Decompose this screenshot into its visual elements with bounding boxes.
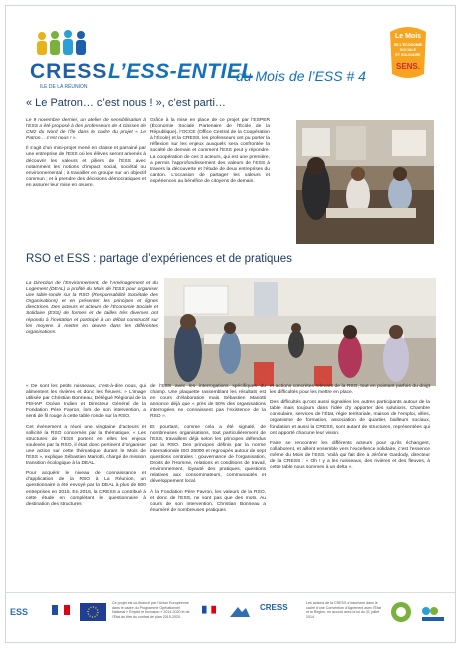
paragraph: À la Fondation Père Favron, les valeurs de la RSO, et donc de l’ESS, ne sont pas que des mots. Au cours de son intervention, Christian Bonneau a énuméré de nombreuses pratiques — [150, 489, 266, 513]
paragraph: de l’ESS avec les interrogations spécifiques du champ. Une plaquette rassemblant les résultats est en cours d’élaboration mais Sébastien Mariotti annonce déjà que « près de 50% des organisations interrogées ne connaissent pas l’existence de la RSO ». — [150, 384, 266, 420]
paragraph: « De sont les petits ruisseaux, c’est-à-dire nous, qui alimentent les rivières et donc les fleuves. » L’image utilisée par Christian Bonneau, Délégué Régional de la FEHAP Océan Indien et Directeur Général de la Fondation Père Favron, lors de son intervention, a senti de fil rouge à cette table ronde sur la RSO. — [26, 384, 146, 420]
footer-cress-logo: CRESS — [260, 603, 288, 612]
article-column — [26, 118, 146, 193]
partner-logo — [420, 603, 446, 623]
paragraph: Le 9 novembre dernier, un atelier de sensibilisation à l’ESS a été proposé à des professeurs de 4 classes de CM2 du Nord de l’île dans le cadre du projet « Le Patron… c’est nous ! ». — [26, 118, 146, 142]
paragraph: et actions concrètes relevant de la RSO, tout en pointant parfois du doigt les difficultés pour les mettre en place. — [270, 384, 430, 396]
paragraph: Et pourtant, comme cela a été signalé, de nombreuses organisations, tout particulièrement de l’ESS, travaillent déjà selon les principes défendus par la RSO. Des principes définis par la norme internationale ISO 26000 et regroupés autour de sept questions centrales : gouvernance de l’organisation, Droits de l’Homme, relations et conditions de travail, environnement, loyauté des pratiques, questions relatives aux consommateurs, communautés et développement local. — [150, 424, 266, 485]
section-heading: RSO et ESS : partage d’expériences et de pratiques — [26, 253, 292, 265]
region-logo — [228, 603, 252, 623]
section-heading: « Le Patron… c’est nous ! », c’est parti… — [26, 97, 226, 109]
agreement-text: Les actions de la CRESS s’inscrivent dans le cadre d’une Convention d’Agrément avec l’État et la Région, en accord avec la loi du 31 juillet 2014 — [306, 601, 381, 619]
article-column — [270, 384, 430, 475]
newsletter-title: L’ESS-ENTIEL — [108, 60, 255, 83]
article-column — [150, 384, 266, 518]
paragraph: Il s’agit d’un mini-projet mené en classe et parrainé par une entreprise de l’ESS où les élèves seront amenés à découvrir les valeurs et piliers de l’ESS avec notamment les notions d’impact social, sociétal ou environnemental ; à travailler en groupe sur un objectif commun ; et à prendre des décisions démocratiques et en assurer leur mise en œuvre. — [26, 146, 146, 188]
eu-flag-icon — [80, 603, 106, 621]
badge-line: SOCIALE — [400, 48, 416, 52]
badge-line: SENS. — [395, 62, 421, 71]
newsletter-subtitle: du Mois de l’ESS # 4 — [236, 68, 366, 84]
partner-circle-logo — [390, 601, 412, 623]
paragraph: Des difficultés qu’ont aussi signalées les autres participants autour de la table mais toujours dans l’idée d’y apporter des solutions. Chambre consulaire, services de l’État, régie territoriale, maison de l’emploi, villes, organisme de formation, association de quartier, bailleurs sociaux, fondation et aussi la CRESS, sont autant de structures, représentées qui ont apporté chacune leur vision. — [270, 400, 430, 436]
badge-line: ET SOLIDAIRE — [395, 53, 421, 57]
prefecture-logo — [202, 605, 216, 619]
footer — [6, 592, 455, 641]
people-icon — [34, 30, 94, 58]
logo-wordmark: CRESS — [30, 60, 108, 83]
footer-partner-logo: ESS — [10, 607, 29, 617]
article-column — [26, 384, 146, 512]
roundtable-photo — [164, 278, 436, 386]
french-republic-logo — [52, 605, 70, 621]
paragraph: Pour acquérir le niveau de connaissance et d’application de la RSO à La Réunion, un questionnaire a été envoyé par la DEAL à plus de 800 entreprises en 2015. En 2016, la CRESS a contribué à cette étude en complétant le questionnaire à destination des structures — [26, 471, 146, 507]
badge-line: Le Mois — [394, 33, 422, 40]
logo-tagline: ILE DE LA RÉUNION — [40, 84, 88, 90]
eu-funding-text: Ce projet est co-financé par l’Union Européenne dans le cadre du Programme Opérationnel National « Emploi et Inclusion » 2014-2020 et de l’État au titre du contrat de plan 2015-2020. — [112, 601, 190, 619]
classroom-photo — [296, 120, 434, 244]
badge-line: DE L'ÉCONOMIE — [393, 43, 423, 47]
article-intro: La Direction de l’Environnement, de l’Aménagement et du Logement (DEAL) a profité du Mois de l’ESS pour organiser une table-ronde sur la RSO (Responsabilité Sociétale des Organisations) et en présenter les principes et lignes directrices. Des acteurs et acteurs de l’Économie Sociale et Solidaire (ESS) de formes et de tailles très diverses ont répondu à l’invitation et participé à un débat constructif sur les moyens à mettre en œuvre dans les différentes organisations. — [26, 281, 158, 335]
mois-ess-badge — [386, 24, 430, 82]
article-column — [150, 118, 270, 189]
cress-logo — [26, 30, 108, 90]
paragraph: Faire se rencontrer les différents acteurs pour qu’ils échangent, collaborent, et aillent ensemble vers l’excellence solidaire, c’est l’essence même du Mois de l’ESS. Voilà qui fait dire à Jérôme Gardody, directeur de la CRESS : « Oh ! y a les ruisseaux, des rivières et des fleuves, à cette table nous sommes à un delta ». — [270, 440, 430, 471]
paragraph: Cet événement a réuni une vingtaine d’acteurs et sollicité la RSO concernés par la thématique. « Les structures de l’ESS portent en elles les enjeux soulevés par la RSO, il était donc pertinent d’organiser une action sur cette thématique durant le Mois de l’ESS », explique Sébastien Mariotti, chargé de mission transition écologique à la DEAL. — [26, 424, 146, 467]
paragraph: Grâce à la mise en place de ce projet par l’ESPER (Économie Sociale Partenaire de l’École de la République), l’OCCE (Office Central de la Coopération à l’École) et la CRESS, les professeurs ont pu porter la réflexion sur les enjeux auxquels sera confrontée la société de demain et comment l’ESS peut y répondre. La coopération de ces 3 acteurs, qui est une première, a permis l’approfondissement des valeurs de l’ESS à travers la découverte et l’étude de deux entreprises du canton. L’occasion de partager les valeurs et expériences au bénéfice de citoyens de demain. — [150, 118, 270, 184]
